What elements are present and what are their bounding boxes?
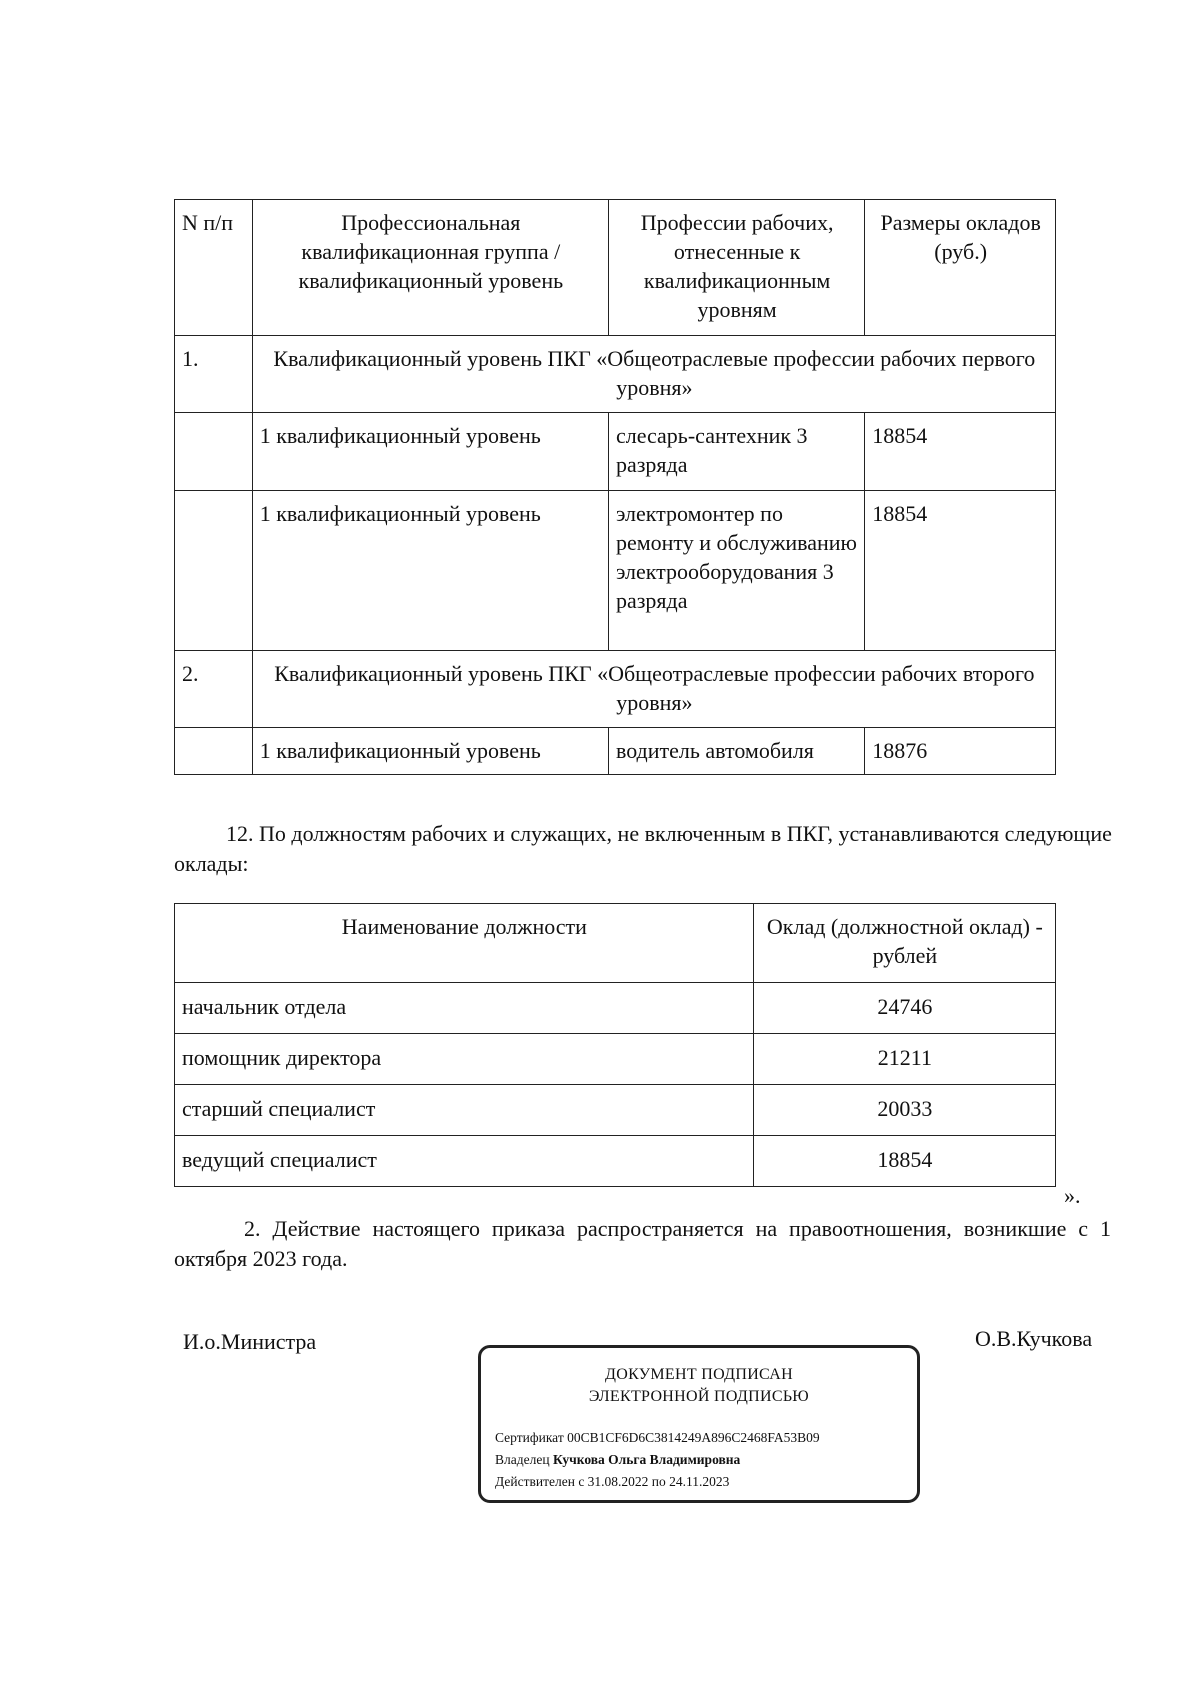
signatory-title: И.о.Министра [183, 1329, 317, 1354]
group-title: Квалификационный уровень ПКГ «Общеотраслевые профессии рабочих первого уровня» [252, 336, 1055, 413]
group-num: 2. [175, 651, 253, 728]
stamp-owner-value: Кучкова Ольга Владимировна [552, 1452, 741, 1467]
salary-cell: 18876 [865, 728, 1056, 775]
signatory-name: О.В.Кучкова [975, 1326, 1093, 1351]
header-salary: Размеры окладов (руб.) [865, 200, 1056, 336]
stamp-owner [495, 1452, 740, 1468]
level-cell: 1 квалификационный уровень [252, 728, 608, 775]
header-group: Профессиональная квалификационная группа / квалификационный уровень [252, 200, 608, 336]
empty-cell [175, 491, 253, 651]
salary-cell: 24746 [753, 983, 1055, 1034]
empty-cell [175, 728, 253, 775]
group-row-2 [175, 651, 1056, 728]
header-salary: Оклад (должностной оклад) - рублей [753, 904, 1055, 983]
empty-cell [175, 413, 253, 491]
position-cell: начальник отдела [175, 983, 754, 1034]
table-row [175, 728, 1056, 775]
salary-cell: 18854 [865, 491, 1056, 651]
table-header-row [175, 200, 1056, 336]
position-cell: старший специалист [175, 1085, 754, 1136]
header-position: Наименование должности [175, 904, 754, 983]
stamp-cert-value: 00CB1CF6D6C3814249A896C2468FA53B09 [567, 1430, 820, 1445]
group-num: 1. [175, 336, 253, 413]
table-header-row [175, 904, 1056, 983]
table-row [175, 1034, 1056, 1085]
position-cell: ведущий специалист [175, 1136, 754, 1187]
profession-cell: слесарь-сантехник 3 разряда [608, 413, 864, 491]
header-num: N п/п [175, 200, 253, 336]
table-row [175, 1085, 1056, 1136]
stamp-owner-label: Владелец [495, 1452, 550, 1467]
position-cell: помощник директора [175, 1034, 754, 1085]
salary-cell: 20033 [753, 1085, 1055, 1136]
table-row [175, 983, 1056, 1034]
salary-cell: 18854 [753, 1136, 1055, 1187]
stamp-cert-label: Сертификат [495, 1430, 564, 1445]
stamp-line-1: ДОКУМЕНТ ПОДПИСАН [605, 1366, 793, 1383]
salary-cell: 18854 [865, 413, 1056, 491]
stamp-valid-label: Действителен [495, 1474, 575, 1489]
table-row [175, 413, 1056, 491]
stamp-line-2: ЭЛЕКТРОННОЙ ПОДПИСЬЮ [588, 1388, 810, 1405]
table-row [175, 1136, 1056, 1187]
profession-cell: водитель автомобиля [608, 728, 864, 775]
stamp-certificate [495, 1430, 820, 1446]
group-title: Квалификационный уровень ПКГ «Общеотраслевые профессии рабочих второго уровня» [252, 651, 1055, 728]
stamp-validity [495, 1474, 729, 1490]
header-professions: Профессии рабочих, отнесенные к квалификационным уровням [608, 200, 864, 336]
salary-cell: 21211 [753, 1034, 1055, 1085]
paragraph-2: 2. Действие настоящего приказа распространяется на правоотношения, возникшие с 1 октября 2023 года. [174, 1216, 1111, 1271]
closing-quote: ». [1064, 1183, 1081, 1208]
group-row-1 [175, 336, 1056, 413]
profession-cell: электромонтер по ремонту и обслуживанию электрооборудования 3 разряда [608, 491, 864, 651]
stamp-valid-value: с 31.08.2022 по 24.11.2023 [578, 1474, 730, 1489]
electronic-signature-stamp [478, 1345, 920, 1503]
paragraph-12: 12. По должностям рабочих и служащих, не включенным в ПКГ, устанавливаются следующие оклады: [174, 821, 1112, 876]
table-row [175, 491, 1056, 651]
level-cell: 1 квалификационный уровень [252, 491, 608, 651]
professions-salary-table [174, 199, 1056, 775]
positions-salary-table [174, 903, 1056, 1187]
level-cell: 1 квалификационный уровень [252, 413, 608, 491]
